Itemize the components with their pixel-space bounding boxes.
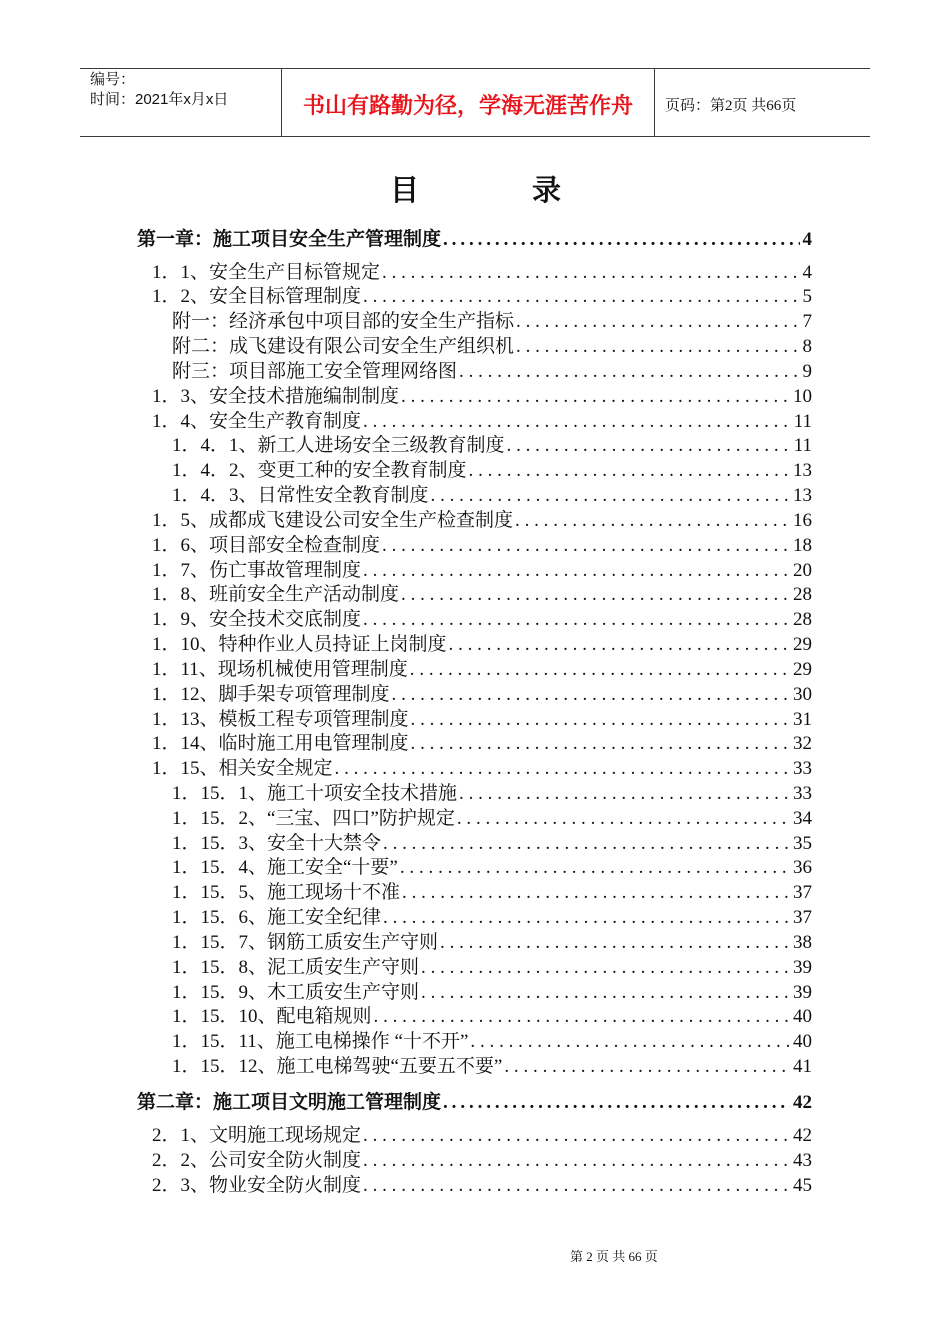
dot-leader [443,228,799,253]
document-header-table [80,68,870,137]
toc-entry-label: 附三：项目部施工安全管理网络图 [172,360,458,382]
toc-entry-row [0,981,812,1006]
toc-entry-label: 1．15．3、安全十大禁令 [172,832,382,854]
toc-page-number: 32 [793,733,812,755]
toc-entry-label: 1．15．11、施工电梯操作 “十不开” [172,1031,469,1053]
toc-entry-row [0,906,812,931]
dot-leader [411,708,790,733]
toc-entry-label: 1．4．2、变更工种的安全教育制度 [172,460,467,482]
toc-page-number: 4 [802,261,812,283]
dot-leader [363,1174,790,1199]
toc-entry-label: 2．1、文明施工现场规定 [152,1125,362,1147]
toc-entry-label: 2．2、公司安全防火制度 [152,1149,362,1171]
toc-page-number: 33 [793,758,812,780]
toc-entry-row [0,856,812,881]
toc-page-number: 11 [793,435,812,457]
dot-leader [401,583,790,608]
header-middle-cell [282,69,655,136]
toc-entry-row [0,559,812,584]
toc-entry-label: 1．1、安全生产目标管规定 [152,261,381,283]
toc-entry-label: 1．14、临时施工用电管理制度 [152,733,409,755]
toc-entry-label: 1．15、相关安全规定 [152,758,333,780]
toc-chapter-title: 第二章：施工项目文明施工管理制度 [137,1092,442,1114]
toc-entry-label: 1．8、班前安全生产活动制度 [152,584,400,606]
toc-page-number: 39 [793,956,812,978]
header-motto: 书山有路勤为径，学海无涯苦作舟 [302,93,633,118]
toc-entry-row [0,360,812,385]
toc-entry-label: 2．3、物业安全防火制度 [152,1174,362,1196]
dot-leader [392,683,790,708]
dot-leader [507,434,791,459]
toc-entry-label: 1．15．4、施工安全“十要” [172,857,398,879]
toc-entry-row [0,1174,812,1199]
table-of-contents [0,228,812,1199]
toc-entry-row [0,608,812,633]
toc-entry-row [0,459,812,484]
dot-leader [504,1055,790,1080]
dot-leader [374,1005,790,1030]
header-left-cell [80,69,282,136]
toc-page-number: 45 [793,1174,812,1196]
toc-entry-row [0,658,812,683]
toc-entry-row [0,583,812,608]
toc-entry-label: 附一：经济承包中项目部的安全生产指标 [172,311,515,333]
toc-entry-row [0,633,812,658]
toc-page-number: 34 [793,807,812,829]
dot-leader [363,559,790,584]
toc-page-number: 42 [793,1092,812,1114]
header-page-info: 页码：第2页 共66页 [665,97,797,114]
dot-leader [421,981,790,1006]
toc-entry-label: 1．4．1、新工人进场安全三级教育制度 [172,435,505,457]
toc-entry-label: 1．15．5、施工现场十不准 [172,882,401,904]
toc-entry-row [0,1124,812,1149]
dot-leader [421,956,790,981]
toc-entry-row [0,285,812,310]
dot-leader [515,509,790,534]
toc-page-number: 41 [793,1056,812,1078]
toc-entry-label: 1．13、模板工程专项管理制度 [152,708,409,730]
toc-entry-row [0,335,812,360]
toc-entry-row [0,261,812,286]
toc-entry-row [0,757,812,782]
toc-entry-row [0,832,812,857]
toc-page-number: 8 [802,336,812,358]
toc-entry-label: 1．3、安全技术措施编制制度 [152,385,400,407]
toc-entry-label: 1．15．1、施工十项安全技术措施 [172,783,458,804]
toc-page-number: 10 [793,385,812,407]
dot-leader [431,484,790,509]
toc-entry-row [0,881,812,906]
dot-leader [363,1124,790,1149]
toc-page-number: 43 [793,1149,812,1171]
toc-chapter-row [0,1091,812,1116]
toc-entry-label: 1．15．2、“三宝、四口”防护规定 [172,807,455,829]
toc-entry-row [0,1030,812,1055]
toc-page-number: 29 [793,634,812,656]
document-date-label: 时间：2021年x月x日 [90,91,229,108]
toc-page-number: 40 [793,1006,812,1028]
toc-entry-label: 1．9、安全技术交底制度 [152,609,362,631]
toc-page-number: 42 [793,1125,812,1147]
toc-entry-label: 1．6、项目部安全检查制度 [152,534,381,556]
toc-entry-label: 1．4、安全生产教育制度 [152,410,362,432]
toc-entry-label: 1．5、成都成飞建设公司安全生产检查制度 [152,509,514,531]
dot-leader [400,856,790,881]
toc-entry-row [0,782,812,807]
toc-entry-row [0,434,812,459]
toc-entry-row [0,1005,812,1030]
toc-entry-row [0,931,812,956]
toc-entry-row [0,732,812,757]
toc-page-number: 40 [793,1031,812,1053]
dot-leader [516,335,799,360]
dot-leader [470,1030,790,1055]
toc-entry-label: 1．15．8、泥工质安生产守则 [172,956,420,978]
toc-entry-label: 1．4．3、日常性安全教育制度 [172,485,429,507]
toc-page-number: 9 [802,360,812,382]
toc-entry-row [0,534,812,559]
toc-entry-row [0,683,812,708]
toc-page-number: 18 [793,534,812,556]
toc-entry-label: 1．10、特种作业人员持证上岗制度 [152,634,447,656]
toc-chapter-title: 第一章：施工项目安全生产管理制度 [137,228,442,250]
toc-entry-row [0,484,812,509]
toc-entry-label: 1．11、现场机械使用管理制度 [152,658,408,680]
toc-page-number: 16 [793,509,812,531]
dot-leader [382,534,790,559]
toc-page-number: 28 [793,609,812,631]
toc-page-number: 35 [793,832,812,854]
toc-entry-row [0,310,812,335]
document-number-label: 编号： [90,71,136,88]
toc-entry-row [0,385,812,410]
toc-entry-label: 1．15．12、施工电梯驾驶“五要五不要” [172,1056,503,1078]
toc-entry-label: 1．15．10、配电箱规则 [172,1006,372,1028]
toc-entry-row [0,410,812,435]
toc-page-number: 4 [802,228,812,250]
toc-page-number: 13 [793,485,812,507]
dot-leader [383,906,790,931]
toc-page-number: 39 [793,981,812,1003]
toc-page-number: 33 [793,783,812,804]
toc-entry-label: 1．15．9、木工质安生产守则 [172,981,420,1003]
toc-page-number: 13 [793,460,812,482]
toc-page-number: 30 [793,683,812,705]
dot-leader [335,757,790,782]
dot-leader [443,1091,790,1116]
toc-entry-label: 1．7、伤亡事故管理制度 [152,559,362,581]
toc-page-number: 20 [793,559,812,581]
toc-entry-row [0,1149,812,1174]
toc-page-number: 37 [793,882,812,904]
dot-leader [516,310,799,335]
toc-page-number: 36 [793,857,812,879]
dot-leader [410,658,790,683]
toc-entry-row [0,956,812,981]
dot-leader [457,807,790,832]
toc-entry-label: 附二：成飞建设有限公司安全生产组织机 [172,336,515,358]
toc-page-number: 28 [793,584,812,606]
dot-leader [363,1149,790,1174]
dot-leader [459,782,790,807]
toc-page-number: 29 [793,658,812,680]
toc-entry-row [0,509,812,534]
dot-leader [402,881,790,906]
dot-leader [401,385,790,410]
toc-entry-label: 1．12、脚手架专项管理制度 [152,683,390,705]
toc-page-number: 11 [793,410,812,432]
toc-page-number: 31 [793,708,812,730]
dot-leader [440,931,790,956]
dot-leader [363,608,790,633]
toc-entry-label: 1．2、安全目标管理制度 [152,286,362,308]
dot-leader [449,633,790,658]
page-footer: 第 2 页 共 66 页 [570,1249,658,1264]
toc-page-number: 7 [802,311,812,333]
toc-chapter-row [0,228,812,253]
toc-page-number: 5 [802,286,812,308]
dot-leader [363,410,791,435]
toc-entry-label: 1．15．6、施工安全纪律 [172,907,382,929]
dot-leader [459,360,799,385]
dot-leader [411,732,790,757]
toc-entry-row [0,1055,812,1080]
toc-title: 目录 [390,175,675,207]
toc-entry-row [0,807,812,832]
dot-leader [383,832,790,857]
dot-leader [469,459,790,484]
toc-entry-row [0,708,812,733]
toc-page-number: 38 [793,931,812,953]
dot-leader [363,285,799,310]
toc-entry-label: 1．15．7、钢筋工质安生产守则 [172,931,439,953]
header-right-cell [655,69,870,136]
dot-leader [382,261,799,286]
toc-page-number: 37 [793,907,812,929]
